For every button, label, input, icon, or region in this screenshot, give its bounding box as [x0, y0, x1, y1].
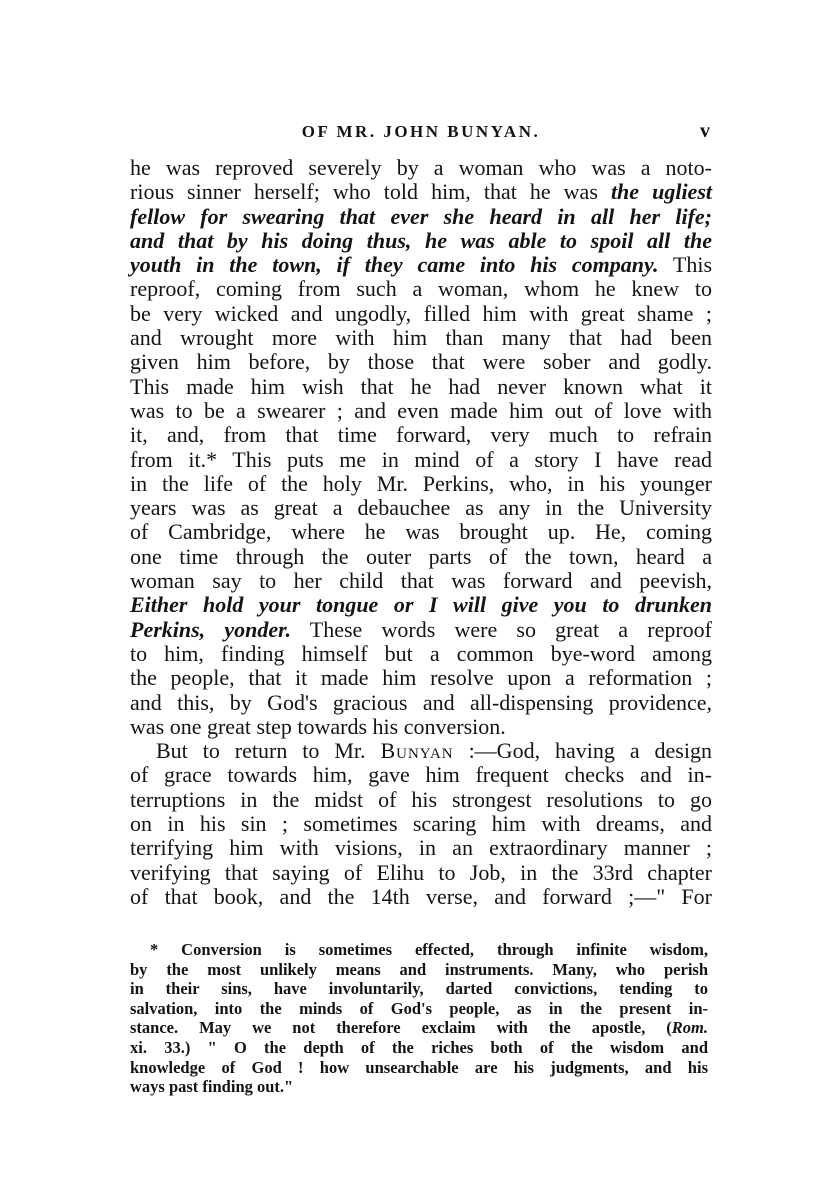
footnote-line: knowledge of God ! how unsearchable are his judgments, and his: [130, 1057, 708, 1077]
text-line: and wrought more with him than many that had been: [130, 325, 712, 351]
footnote-line: stance. May we not therefore exclaim with the apostle, (Rom.: [130, 1018, 708, 1038]
text-line: of Cambridge, where he was brought up. He, coming: [130, 519, 712, 545]
text-line: and this, by God's gracious and all-dispensing providence,: [130, 689, 712, 715]
footnote-line: xi. 33.) " O the depth of the riches both of the wisdom and: [130, 1037, 708, 1057]
text-line: woman say to her child that was forward and peevish,: [130, 568, 712, 594]
text-line: on in his sin ; sometimes scaring him with dreams, and: [130, 811, 712, 837]
text-line: [130, 205, 712, 229]
italic-reference: Rom.: [671, 1018, 708, 1038]
italic-quote: and that by his doing thus, he was able to spoil all the: [130, 227, 712, 253]
page-header: [130, 118, 712, 148]
footnote-line: ways past finding out.": [130, 1077, 294, 1097]
text-line: was one great step towards his conversion.: [130, 713, 506, 739]
text-line: rious sinner herself; who told him, that he was the ugliest: [130, 179, 712, 205]
text-line: of grace towards him, gave him frequent checks and in-: [130, 762, 712, 788]
footnote-line: in their sins, have involuntarily, darted convictions, tending to: [130, 979, 708, 999]
text-line: reproof, coming from such a woman, whom he knew to: [130, 276, 712, 302]
text-line: But to return to Mr. Bunyan :—God, having a design: [156, 738, 712, 764]
text-line: it, and, from that time forward, very much to refrain: [130, 422, 712, 448]
footnote: [130, 940, 708, 1097]
text-line: This made him wish that he had never known what it: [130, 373, 712, 399]
text-line: he was reproved severely by a woman who was a noto-: [130, 155, 712, 180]
text-line: the people, that it made him resolve upon a reformation ;: [130, 665, 712, 691]
text-line: to him, finding himself but a common bye-word among: [130, 640, 712, 666]
running-title: OF MR. JOHN BUNYAN.: [301, 122, 541, 141]
main-text: [130, 156, 712, 909]
text-line: from it.* This puts me in mind of a story I have read: [130, 446, 712, 472]
footnote-line: salvation, into the minds of God's people, as in the present in-: [130, 998, 708, 1018]
text-line: Perkins, yonder. These words were so great a reproof: [130, 616, 712, 642]
text-line: terrifying him with visions, in an extraordinary manner ;: [130, 835, 712, 861]
italic-quote: Either hold your tongue or I will give you to drunken: [130, 592, 712, 618]
text-line: [130, 229, 712, 253]
text-line: youth in the town, if they came into his company. This: [130, 252, 713, 278]
italic-quote: fellow for swearing that ever she heard in all her life;: [130, 203, 712, 229]
text-line: be very wicked and ungodly, filled him with great shame ;: [130, 300, 712, 326]
italic-quote: the ugliest: [610, 179, 712, 205]
text-line: terruptions in the midst of his strongest resolutions to go: [130, 786, 712, 812]
text-line: years was as great a debauchee as any in the University: [130, 495, 712, 521]
footnote-line: by the most unlikely means and instruments. Many, who perish: [130, 959, 708, 979]
page-number: v: [700, 120, 710, 142]
footnote-line: * Conversion is sometimes effected, through infinite wisdom,: [150, 940, 708, 959]
text-line: of that book, and the 14th verse, and forward ;—" For: [130, 883, 712, 909]
text-line: [130, 593, 712, 617]
small-caps-name: Bunyan: [380, 738, 454, 764]
italic-quote: Perkins, yonder.: [130, 616, 291, 642]
italic-quote: youth in the town, if they came into his company.: [130, 252, 659, 278]
text-line: given him before, by those that were sober and godly.: [130, 349, 712, 375]
text-line: in the life of the holy Mr. Perkins, who, in his younger: [130, 470, 712, 496]
text-line: was to be a swearer ; and even made him out of love with: [130, 397, 712, 423]
text-line: one time through the outer parts of the town, heard a: [130, 543, 712, 569]
text-line: verifying that saying of Elihu to Job, in the 33rd chapter: [130, 859, 712, 885]
